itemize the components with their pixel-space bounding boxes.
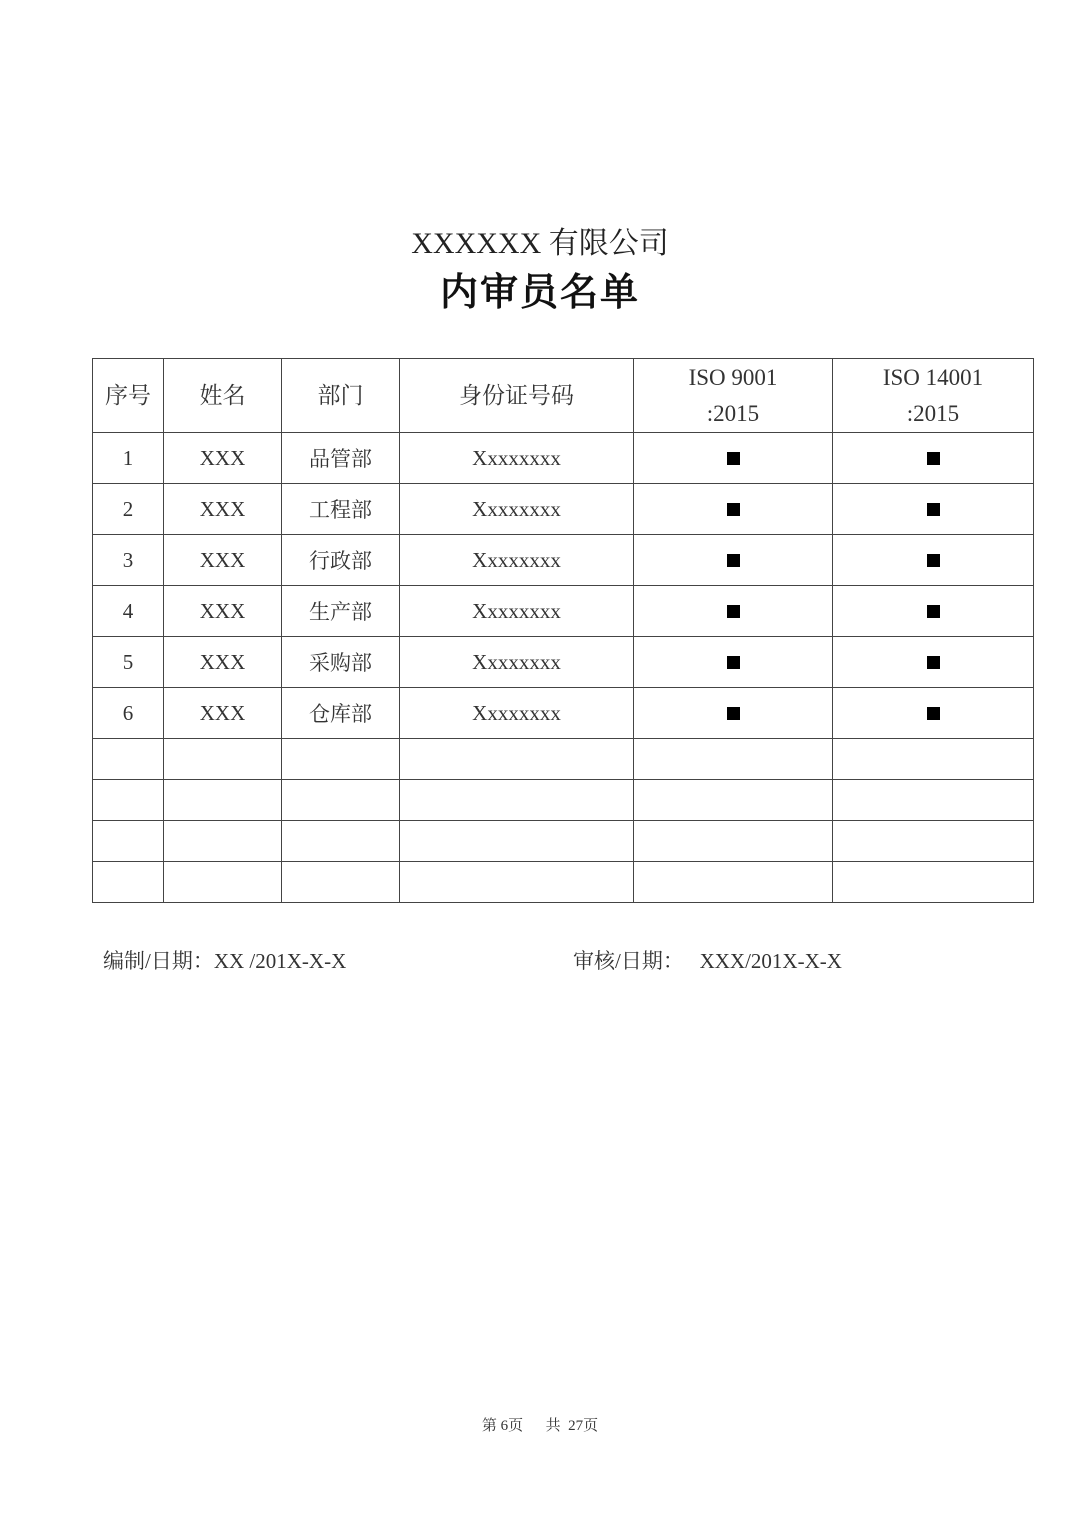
cell-iso9001 [634, 688, 833, 739]
cell-id-number: Xxxxxxxx [400, 586, 634, 637]
cell-dept: 采购部 [282, 637, 400, 688]
checked-square-icon [927, 554, 940, 567]
cell-iso14001 [833, 688, 1034, 739]
checked-square-icon [927, 656, 940, 669]
header-iso14001-line2: :2015 [906, 400, 960, 426]
cell-name: XXX [164, 688, 282, 739]
header-iso9001 [634, 359, 833, 433]
cell-dept: 仓库部 [282, 688, 400, 739]
page-number: 第 6页 共 27页 [481, 1418, 599, 1434]
checked-square-icon [927, 707, 940, 720]
cell-seq: 2 [93, 484, 164, 535]
cell-iso9001 [634, 484, 833, 535]
company-name: XXXXXX 有限公司 [411, 227, 669, 260]
table-row [93, 484, 1034, 535]
table-row [93, 688, 1034, 739]
empty-table-row [93, 862, 1034, 903]
document-title: 内审员名单 [439, 272, 640, 314]
cell-dept: 行政部 [282, 535, 400, 586]
checked-square-icon [727, 605, 740, 618]
checked-square-icon [727, 452, 740, 465]
cell-name: XXX [164, 586, 282, 637]
checked-square-icon [927, 503, 940, 516]
cell-dept: 工程部 [282, 484, 400, 535]
cell-seq: 1 [93, 433, 164, 484]
checked-square-icon [727, 656, 740, 669]
prepared-by-date: 编制/日期：XX /201X-X-X [103, 949, 347, 973]
checked-square-icon [927, 605, 940, 618]
cell-id-number: Xxxxxxxx [400, 484, 634, 535]
cell-name: XXX [164, 484, 282, 535]
cell-iso14001 [833, 484, 1034, 535]
header-id-number: 身份证号码 [400, 359, 634, 433]
cell-id-number: Xxxxxxxx [400, 535, 634, 586]
cell-id-number: Xxxxxxxx [400, 688, 634, 739]
cell-name: XXX [164, 433, 282, 484]
cell-seq: 4 [93, 586, 164, 637]
header-dept: 部门 [282, 359, 400, 433]
empty-table-row [93, 821, 1034, 862]
cell-dept: 品管部 [282, 433, 400, 484]
cell-iso14001 [833, 433, 1034, 484]
cell-id-number: Xxxxxxxx [400, 433, 634, 484]
checked-square-icon [927, 452, 940, 465]
header-iso14001 [833, 359, 1034, 433]
header-seq: 序号 [93, 359, 164, 433]
empty-table-row [93, 739, 1034, 780]
header-iso14001-line1: ISO 14001 [882, 364, 984, 390]
cell-iso14001 [833, 586, 1034, 637]
cell-name: XXX [164, 637, 282, 688]
header-iso9001-line1: ISO 9001 [688, 364, 778, 390]
checked-square-icon [727, 503, 740, 516]
table-row [93, 535, 1034, 586]
auditor-table [92, 358, 1034, 903]
table-row [93, 637, 1034, 688]
cell-seq: 5 [93, 637, 164, 688]
cell-name: XXX [164, 535, 282, 586]
cell-iso9001 [634, 586, 833, 637]
header-iso9001-line2: :2015 [706, 400, 760, 426]
cell-seq: 6 [93, 688, 164, 739]
checked-square-icon [727, 554, 740, 567]
checked-square-icon [727, 707, 740, 720]
cell-iso9001 [634, 535, 833, 586]
cell-iso14001 [833, 637, 1034, 688]
cell-seq: 3 [93, 535, 164, 586]
cell-id-number: Xxxxxxxx [400, 637, 634, 688]
cell-dept: 生产部 [282, 586, 400, 637]
empty-table-row [93, 780, 1034, 821]
cell-iso14001 [833, 535, 1034, 586]
table-row [93, 433, 1034, 484]
table-row [93, 586, 1034, 637]
cell-iso9001 [634, 637, 833, 688]
table-header-row [93, 359, 1034, 433]
header-name: 姓名 [164, 359, 282, 433]
cell-iso9001 [634, 433, 833, 484]
reviewed-by-date: 审核/日期： XXX/201X-X-X [573, 949, 842, 973]
